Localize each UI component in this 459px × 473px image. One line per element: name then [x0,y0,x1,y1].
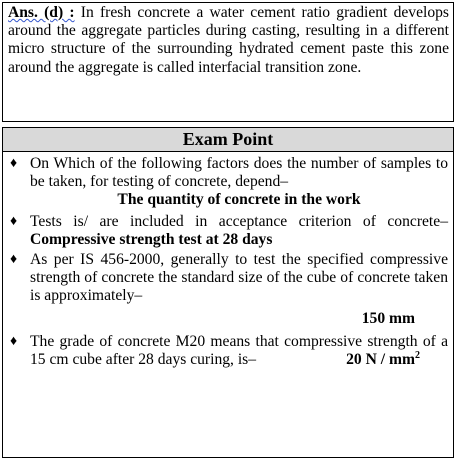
exam-point-item [3,251,453,328]
exam-point-answer: 150 mm [361,309,415,327]
answer-text: In fresh concrete a water cement ratio gradient develops around the aggregate particles during casting, resulting in a different micro structure of the surrounding hydrated cement paste this zone around the aggregate is called interfacial transition zone. [8,4,449,76]
exam-point-answer: The quantity of concrete in the work [117,191,361,209]
exam-point-item [3,155,453,210]
diamond-bullet-icon: ♦ [10,213,18,229]
answer-box [2,2,454,122]
answer-label: Ans. (d) : [8,4,75,21]
exam-point-answer: 20 N / $mm^2$ [346,350,420,369]
exam-point-question: Tests is/ are included in acceptance criterion of concrete– [30,212,448,230]
exam-point-question-answer [30,333,448,369]
exam-point-question: The grade of concrete M20 means that compressive strength of a 15 cm cube after 28 days curing, is– [30,332,448,369]
exam-point-item [3,333,453,369]
exam-point-question: As per IS 456-2000, generally to test the specified compressive strength of concrete the standard size of the cube of concrete taken is approximately– [30,251,448,305]
exam-point-title: Exam Point [3,128,453,152]
exam-point-question: On Which of the following factors does the number of samples to be taken, for testing of concrete, depend– [30,155,448,191]
diamond-bullet-icon: ♦ [10,156,18,171]
diamond-bullet-icon: ♦ [10,252,18,268]
exam-point-item [3,213,453,249]
exam-point-box [2,127,454,458]
exam-point-answer: Compressive strength test at 28 days [30,230,273,248]
diamond-bullet-icon: ♦ [10,333,18,349]
exponent: 2 [415,350,420,362]
